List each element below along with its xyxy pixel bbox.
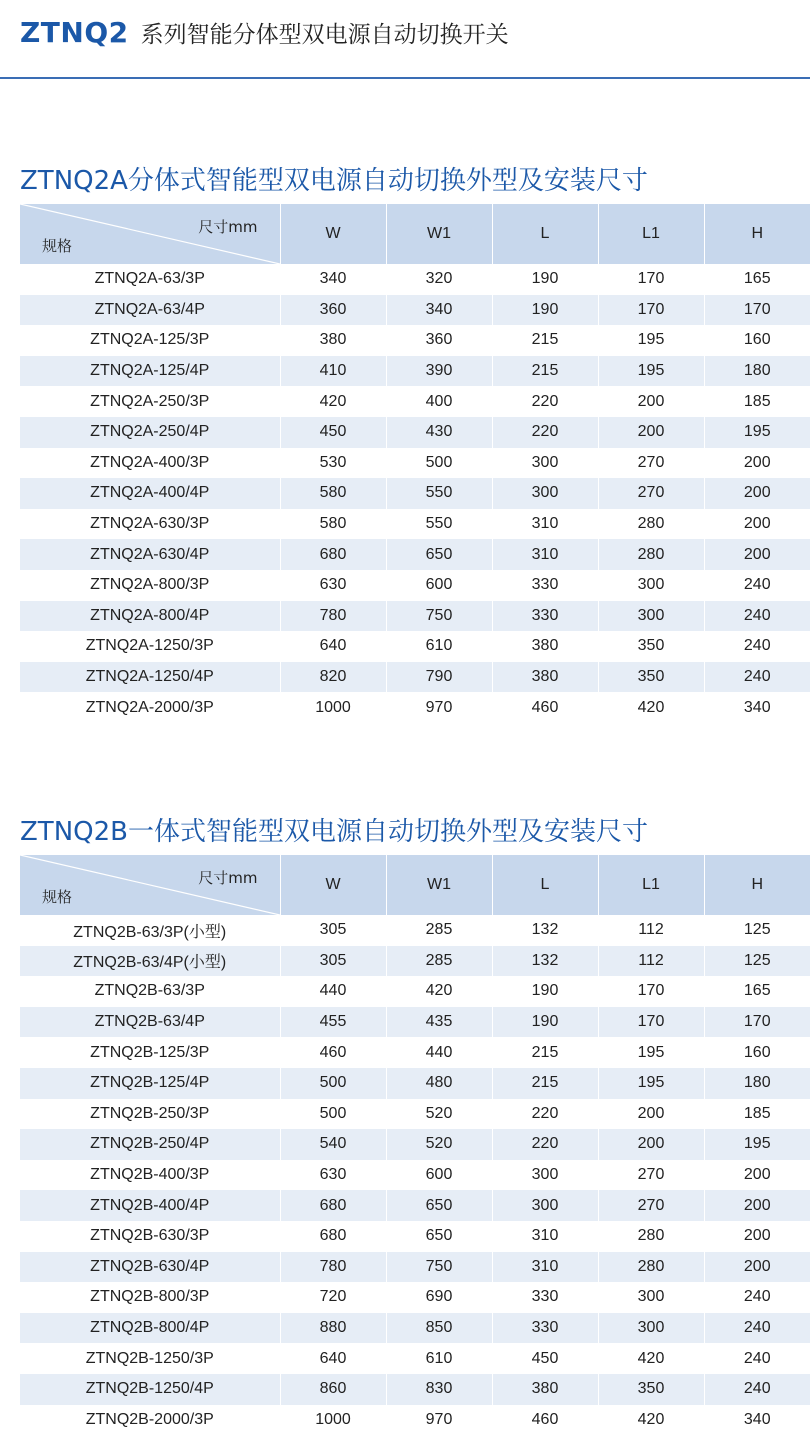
dimension-cell: 460 bbox=[280, 1037, 386, 1068]
dimension-cell: 215 bbox=[492, 356, 598, 387]
table-row bbox=[20, 1190, 810, 1221]
spec-table-a bbox=[20, 204, 810, 723]
dimension-cell: 350 bbox=[598, 662, 704, 693]
dimension-cell: 410 bbox=[280, 356, 386, 387]
dimension-cell: 240 bbox=[704, 631, 810, 662]
model-cell: ZTNQ2B-800/4P bbox=[20, 1313, 280, 1344]
table-row bbox=[20, 1007, 810, 1038]
spec-label: 规格 bbox=[42, 237, 73, 255]
table-row bbox=[20, 662, 810, 693]
dimension-cell: 420 bbox=[598, 1405, 704, 1436]
dimension-cell: 132 bbox=[492, 946, 598, 977]
dimension-cell: 630 bbox=[280, 570, 386, 601]
dimension-cell: 970 bbox=[386, 692, 492, 723]
dimension-cell: 185 bbox=[704, 386, 810, 417]
table-body bbox=[20, 915, 810, 1435]
dimension-cell: 580 bbox=[280, 478, 386, 509]
model-cell: ZTNQ2A-125/4P bbox=[20, 356, 280, 387]
dimension-cell: 300 bbox=[598, 1282, 704, 1313]
dimension-cell: 380 bbox=[492, 662, 598, 693]
model-cell: ZTNQ2A-63/3P bbox=[20, 264, 280, 295]
model-cell: ZTNQ2A-800/3P bbox=[20, 570, 280, 601]
dimension-cell: 215 bbox=[492, 1068, 598, 1099]
dimension-cell: 200 bbox=[598, 417, 704, 448]
dimension-cell: 500 bbox=[280, 1068, 386, 1099]
dimension-cell: 880 bbox=[280, 1313, 386, 1344]
dimension-cell: 630 bbox=[280, 1160, 386, 1191]
column-header: L bbox=[492, 204, 598, 264]
dimension-cell: 500 bbox=[280, 1099, 386, 1130]
dimension-cell: 1000 bbox=[280, 1405, 386, 1436]
model-cell: ZTNQ2A-250/4P bbox=[20, 417, 280, 448]
table-row bbox=[20, 1037, 810, 1068]
model-cell: ZTNQ2B-125/3P bbox=[20, 1037, 280, 1068]
model-cell: ZTNQ2B-400/3P bbox=[20, 1160, 280, 1191]
table-header-row bbox=[20, 855, 810, 915]
dimension-cell: 240 bbox=[704, 1374, 810, 1405]
column-header: W bbox=[280, 204, 386, 264]
dimension-cell: 310 bbox=[492, 1221, 598, 1252]
dimension-cell: 420 bbox=[598, 1343, 704, 1374]
model-cell: ZTNQ2B-250/3P bbox=[20, 1099, 280, 1130]
dimension-cell: 165 bbox=[704, 976, 810, 1007]
model-cell: ZTNQ2A-400/3P bbox=[20, 448, 280, 479]
column-header: W bbox=[280, 855, 386, 915]
table-row bbox=[20, 325, 810, 356]
dimension-cell: 420 bbox=[598, 692, 704, 723]
dimension-cell: 450 bbox=[492, 1343, 598, 1374]
dimension-cell: 440 bbox=[386, 1037, 492, 1068]
dimension-cell: 300 bbox=[492, 448, 598, 479]
dimension-cell: 200 bbox=[704, 509, 810, 540]
table-row bbox=[20, 539, 810, 570]
dimension-cell: 185 bbox=[704, 1099, 810, 1130]
dimension-cell: 200 bbox=[704, 478, 810, 509]
dimension-cell: 330 bbox=[492, 1313, 598, 1344]
model-cell: ZTNQ2B-1250/3P bbox=[20, 1343, 280, 1374]
dimension-cell: 310 bbox=[492, 539, 598, 570]
table-row bbox=[20, 1405, 810, 1436]
table-header-row bbox=[20, 204, 810, 264]
dimension-cell: 330 bbox=[492, 1282, 598, 1313]
dimension-cell: 300 bbox=[492, 1190, 598, 1221]
dimension-cell: 200 bbox=[704, 1221, 810, 1252]
model-cell: ZTNQ2B-1250/4P bbox=[20, 1374, 280, 1405]
dimension-cell: 240 bbox=[704, 1343, 810, 1374]
column-header: L1 bbox=[598, 204, 704, 264]
dimension-cell: 790 bbox=[386, 662, 492, 693]
model-cell: ZTNQ2A-630/3P bbox=[20, 509, 280, 540]
column-header: L bbox=[492, 855, 598, 915]
dimension-cell: 190 bbox=[492, 295, 598, 326]
dimension-cell: 780 bbox=[280, 1252, 386, 1283]
dimension-cell: 420 bbox=[280, 386, 386, 417]
dimension-cell: 860 bbox=[280, 1374, 386, 1405]
dimension-cell: 300 bbox=[492, 1160, 598, 1191]
dimension-cell: 330 bbox=[492, 601, 598, 632]
model-cell: ZTNQ2B-400/4P bbox=[20, 1190, 280, 1221]
dimension-cell: 190 bbox=[492, 264, 598, 295]
dimension-cell: 200 bbox=[704, 1160, 810, 1191]
brand-title: ZTNQ2 bbox=[20, 15, 129, 49]
dimension-cell: 720 bbox=[280, 1282, 386, 1313]
dimension-cell: 170 bbox=[704, 1007, 810, 1038]
dimension-cell: 650 bbox=[386, 539, 492, 570]
dimension-cell: 460 bbox=[492, 1405, 598, 1436]
table-row bbox=[20, 1068, 810, 1099]
dimension-cell: 160 bbox=[704, 1037, 810, 1068]
dimension-cell: 310 bbox=[492, 1252, 598, 1283]
column-header: H bbox=[704, 855, 810, 915]
header-corner-cell bbox=[20, 204, 280, 264]
dimension-cell: 215 bbox=[492, 325, 598, 356]
model-cell: ZTNQ2A-63/4P bbox=[20, 295, 280, 326]
dimension-cell: 450 bbox=[280, 417, 386, 448]
dimension-cell: 500 bbox=[386, 448, 492, 479]
model-cell: ZTNQ2B-63/4P bbox=[20, 1007, 280, 1038]
dimension-cell: 112 bbox=[598, 946, 704, 977]
dimension-cell: 200 bbox=[598, 1129, 704, 1160]
dimension-cell: 200 bbox=[704, 1190, 810, 1221]
dimension-cell: 220 bbox=[492, 386, 598, 417]
column-header: H bbox=[704, 204, 810, 264]
dimension-cell: 240 bbox=[704, 1282, 810, 1313]
dimension-cell: 125 bbox=[704, 915, 810, 946]
dimension-cell: 380 bbox=[492, 631, 598, 662]
dimension-cell: 780 bbox=[280, 601, 386, 632]
dimension-cell: 300 bbox=[492, 478, 598, 509]
model-cell: ZTNQ2B-125/4P bbox=[20, 1068, 280, 1099]
section-a-title: ZTNQ2A分体式智能型双电源自动切换外型及安装尺寸 bbox=[20, 166, 648, 196]
dimension-cell: 340 bbox=[704, 1405, 810, 1436]
dimension-cell: 170 bbox=[598, 976, 704, 1007]
spec-table-b bbox=[20, 855, 810, 1435]
model-cell: ZTNQ2B-630/3P bbox=[20, 1221, 280, 1252]
dimension-cell: 195 bbox=[598, 1068, 704, 1099]
dimension-cell: 340 bbox=[704, 692, 810, 723]
dimension-cell: 320 bbox=[386, 264, 492, 295]
model-cell: ZTNQ2B-63/4P(小型) bbox=[20, 946, 280, 977]
dimension-cell: 1000 bbox=[280, 692, 386, 723]
dimension-cell: 460 bbox=[492, 692, 598, 723]
dimension-cell: 600 bbox=[386, 1160, 492, 1191]
table-row bbox=[20, 1313, 810, 1344]
dimension-unit-label: 尺寸mm bbox=[198, 869, 258, 887]
model-cell: ZTNQ2B-2000/3P bbox=[20, 1405, 280, 1436]
dimension-cell: 340 bbox=[280, 264, 386, 295]
dimension-cell: 270 bbox=[598, 1190, 704, 1221]
dimension-cell: 520 bbox=[386, 1129, 492, 1160]
table-row bbox=[20, 976, 810, 1007]
dimension-cell: 580 bbox=[280, 509, 386, 540]
table-row bbox=[20, 601, 810, 632]
dimension-cell: 360 bbox=[386, 325, 492, 356]
dimension-cell: 160 bbox=[704, 325, 810, 356]
dimension-cell: 350 bbox=[598, 1374, 704, 1405]
dimension-cell: 435 bbox=[386, 1007, 492, 1038]
model-cell: ZTNQ2A-2000/3P bbox=[20, 692, 280, 723]
dimension-cell: 112 bbox=[598, 915, 704, 946]
dimension-cell: 180 bbox=[704, 356, 810, 387]
table-row bbox=[20, 1374, 810, 1405]
table-row bbox=[20, 417, 810, 448]
dimension-cell: 640 bbox=[280, 631, 386, 662]
spec-label: 规格 bbox=[42, 888, 73, 906]
dimension-cell: 350 bbox=[598, 631, 704, 662]
dimension-cell: 300 bbox=[598, 1313, 704, 1344]
dimension-cell: 650 bbox=[386, 1221, 492, 1252]
dimension-cell: 750 bbox=[386, 601, 492, 632]
dimension-cell: 190 bbox=[492, 976, 598, 1007]
column-header: W1 bbox=[386, 204, 492, 264]
dimension-cell: 190 bbox=[492, 1007, 598, 1038]
table-row bbox=[20, 1252, 810, 1283]
dimension-cell: 270 bbox=[598, 478, 704, 509]
dimension-cell: 360 bbox=[280, 295, 386, 326]
dimension-cell: 455 bbox=[280, 1007, 386, 1038]
column-header: L1 bbox=[598, 855, 704, 915]
dimension-cell: 170 bbox=[704, 295, 810, 326]
dimension-cell: 220 bbox=[492, 1129, 598, 1160]
table-row bbox=[20, 570, 810, 601]
dimension-cell: 650 bbox=[386, 1190, 492, 1221]
dimension-cell: 280 bbox=[598, 1252, 704, 1283]
table-row bbox=[20, 1343, 810, 1374]
dimension-cell: 680 bbox=[280, 1190, 386, 1221]
table-row bbox=[20, 448, 810, 479]
dimension-cell: 390 bbox=[386, 356, 492, 387]
dimension-cell: 280 bbox=[598, 539, 704, 570]
model-cell: ZTNQ2A-800/4P bbox=[20, 601, 280, 632]
dimension-cell: 200 bbox=[704, 448, 810, 479]
model-cell: ZTNQ2A-125/3P bbox=[20, 325, 280, 356]
dimension-cell: 170 bbox=[598, 295, 704, 326]
dimension-cell: 310 bbox=[492, 509, 598, 540]
dimension-cell: 170 bbox=[598, 264, 704, 295]
dimension-cell: 330 bbox=[492, 570, 598, 601]
dimension-cell: 970 bbox=[386, 1405, 492, 1436]
table-row bbox=[20, 692, 810, 723]
dimension-cell: 195 bbox=[598, 1037, 704, 1068]
model-cell: ZTNQ2A-400/4P bbox=[20, 478, 280, 509]
dimension-cell: 690 bbox=[386, 1282, 492, 1313]
dimension-cell: 430 bbox=[386, 417, 492, 448]
model-cell: ZTNQ2A-1250/3P bbox=[20, 631, 280, 662]
dimension-cell: 270 bbox=[598, 1160, 704, 1191]
section-b-title: ZTNQ2B一体式智能型双电源自动切换外型及安装尺寸 bbox=[20, 817, 648, 847]
dimension-cell: 305 bbox=[280, 946, 386, 977]
table-row bbox=[20, 1160, 810, 1191]
dimension-cell: 600 bbox=[386, 570, 492, 601]
model-cell: ZTNQ2B-250/4P bbox=[20, 1129, 280, 1160]
table-row bbox=[20, 264, 810, 295]
dimension-cell: 200 bbox=[704, 1252, 810, 1283]
model-cell: ZTNQ2A-1250/4P bbox=[20, 662, 280, 693]
dimension-cell: 220 bbox=[492, 417, 598, 448]
table-row bbox=[20, 631, 810, 662]
dimension-cell: 680 bbox=[280, 1221, 386, 1252]
dimension-cell: 132 bbox=[492, 915, 598, 946]
dimension-cell: 850 bbox=[386, 1313, 492, 1344]
model-cell: ZTNQ2B-800/3P bbox=[20, 1282, 280, 1313]
model-cell: ZTNQ2B-63/3P bbox=[20, 976, 280, 1007]
dimension-cell: 270 bbox=[598, 448, 704, 479]
dimension-cell: 285 bbox=[386, 946, 492, 977]
page-header bbox=[20, 12, 509, 52]
dimension-cell: 300 bbox=[598, 601, 704, 632]
dimension-cell: 195 bbox=[704, 1129, 810, 1160]
header-divider bbox=[0, 77, 810, 79]
dimension-cell: 380 bbox=[280, 325, 386, 356]
dimension-cell: 750 bbox=[386, 1252, 492, 1283]
dimension-cell: 550 bbox=[386, 478, 492, 509]
dimension-cell: 480 bbox=[386, 1068, 492, 1099]
table-row bbox=[20, 1221, 810, 1252]
column-header: W1 bbox=[386, 855, 492, 915]
dimension-cell: 540 bbox=[280, 1129, 386, 1160]
dimension-cell: 220 bbox=[492, 1099, 598, 1130]
dimension-cell: 440 bbox=[280, 976, 386, 1007]
dimension-cell: 125 bbox=[704, 946, 810, 977]
model-cell: ZTNQ2A-630/4P bbox=[20, 539, 280, 570]
dimension-cell: 165 bbox=[704, 264, 810, 295]
dimension-cell: 200 bbox=[598, 1099, 704, 1130]
dimension-unit-label: 尺寸mm bbox=[198, 218, 258, 236]
dimension-cell: 820 bbox=[280, 662, 386, 693]
table-row bbox=[20, 356, 810, 387]
table-row bbox=[20, 1099, 810, 1130]
dimension-cell: 680 bbox=[280, 539, 386, 570]
dimension-cell: 280 bbox=[598, 1221, 704, 1252]
dimension-cell: 300 bbox=[598, 570, 704, 601]
dimension-cell: 200 bbox=[598, 386, 704, 417]
table-row bbox=[20, 386, 810, 417]
page-subtitle: 系列智能分体型双电源自动切换开关 bbox=[140, 21, 509, 48]
dimension-cell: 550 bbox=[386, 509, 492, 540]
table-body bbox=[20, 264, 810, 723]
dimension-cell: 380 bbox=[492, 1374, 598, 1405]
dimension-cell: 240 bbox=[704, 570, 810, 601]
dimension-cell: 420 bbox=[386, 976, 492, 1007]
dimension-cell: 170 bbox=[598, 1007, 704, 1038]
dimension-cell: 610 bbox=[386, 1343, 492, 1374]
dimension-cell: 180 bbox=[704, 1068, 810, 1099]
model-cell: ZTNQ2A-250/3P bbox=[20, 386, 280, 417]
table-row bbox=[20, 1282, 810, 1313]
dimension-cell: 640 bbox=[280, 1343, 386, 1374]
header-corner-cell bbox=[20, 855, 280, 915]
model-cell: ZTNQ2B-63/3P(小型) bbox=[20, 915, 280, 946]
dimension-cell: 280 bbox=[598, 509, 704, 540]
dimension-cell: 195 bbox=[598, 325, 704, 356]
dimension-cell: 215 bbox=[492, 1037, 598, 1068]
dimension-cell: 240 bbox=[704, 662, 810, 693]
dimension-cell: 340 bbox=[386, 295, 492, 326]
dimension-cell: 195 bbox=[598, 356, 704, 387]
dimension-cell: 240 bbox=[704, 601, 810, 632]
table-row bbox=[20, 295, 810, 326]
dimension-cell: 195 bbox=[704, 417, 810, 448]
dimension-cell: 610 bbox=[386, 631, 492, 662]
dimension-cell: 240 bbox=[704, 1313, 810, 1344]
dimension-cell: 200 bbox=[704, 539, 810, 570]
dimension-cell: 285 bbox=[386, 915, 492, 946]
dimension-cell: 400 bbox=[386, 386, 492, 417]
dimension-cell: 830 bbox=[386, 1374, 492, 1405]
table-row bbox=[20, 509, 810, 540]
table-row bbox=[20, 946, 810, 977]
table-row bbox=[20, 1129, 810, 1160]
table-row bbox=[20, 915, 810, 946]
dimension-cell: 520 bbox=[386, 1099, 492, 1130]
table-row bbox=[20, 478, 810, 509]
dimension-cell: 530 bbox=[280, 448, 386, 479]
model-cell: ZTNQ2B-630/4P bbox=[20, 1252, 280, 1283]
dimension-cell: 305 bbox=[280, 915, 386, 946]
